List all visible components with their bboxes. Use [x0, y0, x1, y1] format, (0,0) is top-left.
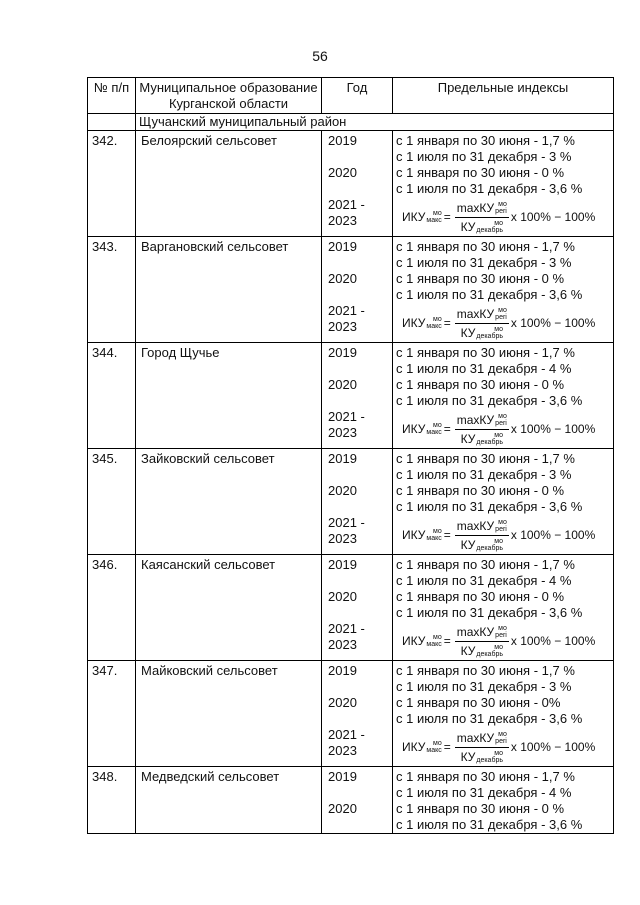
formula-num-main: maxКУ	[456, 624, 495, 639]
formula-lhs: ИКУ	[402, 210, 426, 224]
years-cell	[322, 449, 393, 555]
formula-lhs-sup: мо	[433, 316, 442, 323]
formula-num-sub: peri	[495, 526, 507, 534]
page-number: 56	[312, 48, 328, 64]
formula-fraction	[455, 412, 509, 447]
formula-lhs-sub: макс	[426, 429, 442, 436]
formula-den-main: КУ	[460, 325, 476, 340]
formula-den-main: КУ	[460, 749, 476, 764]
formula-lhs: ИКУ	[402, 316, 426, 330]
formula-lhs: ИКУ	[402, 740, 426, 754]
year-2020: 2020	[328, 271, 357, 286]
year-2021-2023: 2021 - 2023	[328, 727, 365, 758]
formula-den-sub: декабрь	[476, 333, 503, 341]
row-number: 342.	[88, 131, 136, 237]
district-name: Щучанский муниципальный район	[136, 114, 614, 131]
formula-lhs-sub: макс	[426, 323, 442, 330]
formula-num-sup: мо	[498, 413, 507, 421]
formula-den-sub: декабрь	[476, 439, 503, 447]
formula-den-sub: декабрь	[476, 651, 503, 659]
formula-tail: х 100% − 100%	[510, 634, 596, 648]
table-row	[88, 767, 614, 834]
header-municipality: Муниципальное образование Курганской области	[136, 78, 322, 114]
formula-den-sup: мо	[494, 432, 503, 440]
year-2019: 2019	[328, 557, 357, 572]
formula-num-sub: peri	[495, 632, 507, 640]
index-line: с 1 июля по 31 декабря - 4 %	[396, 361, 572, 376]
formula-eq: =	[443, 316, 451, 330]
formula-den-main: КУ	[460, 537, 476, 552]
formula-den-sub: декабрь	[476, 545, 503, 553]
row-number: 344.	[88, 343, 136, 449]
municipality-name: Город Щучье	[136, 343, 322, 449]
formula-num-sup: мо	[498, 731, 507, 739]
formula	[396, 198, 613, 236]
index-line: с 1 июля по 31 декабря - 3 %	[396, 255, 572, 270]
formula-den-sup: мо	[494, 644, 503, 652]
year-2019: 2019	[328, 663, 357, 678]
header-year: Год	[322, 78, 393, 114]
indices-cell	[393, 237, 614, 343]
indices-cell	[393, 767, 614, 834]
year-2020: 2020	[328, 589, 357, 604]
formula	[396, 516, 613, 554]
header-num: № п/п	[88, 78, 136, 114]
index-line: с 1 января по 30 июня - 1,7 %	[396, 663, 575, 678]
table-header-row	[88, 78, 614, 114]
formula-fraction	[455, 518, 509, 553]
formula-eq: =	[443, 528, 451, 542]
row-number: 348.	[88, 767, 136, 834]
index-line: с 1 января по 30 июня - 1,7 %	[396, 769, 575, 784]
indices-cell	[393, 555, 614, 661]
municipality-name: Варгановский сельсовет	[136, 237, 322, 343]
year-2019: 2019	[328, 239, 357, 254]
formula-den-main: КУ	[460, 431, 476, 446]
formula-lhs-sup: мо	[433, 528, 442, 535]
row-number: 345.	[88, 449, 136, 555]
indices-cell	[393, 131, 614, 237]
district-row	[88, 114, 614, 131]
year-2020: 2020	[328, 377, 357, 392]
year-2021-2023: 2021 - 2023	[328, 621, 365, 652]
index-line: с 1 января по 30 июня - 0 %	[396, 271, 565, 286]
table-row	[88, 237, 614, 343]
row-number: 346.	[88, 555, 136, 661]
formula-num-sub: peri	[495, 738, 507, 746]
formula-fraction	[455, 624, 509, 659]
formula-den-sup: мо	[494, 326, 503, 334]
index-line: с 1 июля по 31 декабря - 4 %	[396, 785, 572, 800]
formula-num-main: maxКУ	[456, 306, 495, 321]
index-line: с 1 июля по 31 декабря - 3,6 %	[396, 499, 583, 514]
formula-lhs: ИКУ	[402, 422, 426, 436]
municipality-name: Белоярский сельсовет	[136, 131, 322, 237]
formula-fraction	[455, 730, 509, 765]
formula-lhs-sub: макс	[426, 217, 442, 224]
year-2019: 2019	[328, 133, 357, 148]
formula	[396, 410, 613, 448]
formula-lhs-sup: мо	[433, 634, 442, 641]
year-2021-2023: 2021 - 2023	[328, 515, 365, 546]
district-blank-cell	[88, 114, 136, 131]
formula-num-main: maxКУ	[456, 412, 495, 427]
index-line: с 1 января по 30 июня - 0%	[396, 695, 561, 710]
formula-den-sub: декабрь	[476, 757, 503, 765]
table-row	[88, 343, 614, 449]
header-indices: Предельные индексы	[393, 78, 614, 114]
year-2019: 2019	[328, 345, 357, 360]
formula	[396, 728, 613, 766]
year-2021-2023: 2021 - 2023	[328, 303, 365, 334]
formula-den-sup: мо	[494, 538, 503, 546]
index-line: с 1 июля по 31 декабря - 3 %	[396, 467, 572, 482]
formula-den-sup: мо	[494, 220, 503, 228]
limit-indices-table	[87, 77, 614, 834]
formula-num-main: maxКУ	[456, 200, 495, 215]
index-line: с 1 июля по 31 декабря - 3,6 %	[396, 711, 583, 726]
year-2020: 2020	[328, 483, 357, 498]
municipality-name: Майковский сельсовет	[136, 661, 322, 767]
formula-num-sup: мо	[498, 519, 507, 527]
formula-tail: х 100% − 100%	[510, 528, 596, 542]
formula-den-main: КУ	[460, 643, 476, 658]
index-line: с 1 июля по 31 декабря - 3,6 %	[396, 817, 583, 832]
index-line: с 1 июля по 31 декабря - 3,6 %	[396, 181, 583, 196]
index-line: с 1 июля по 31 декабря - 4 %	[396, 573, 572, 588]
indices-cell	[393, 449, 614, 555]
table-row	[88, 661, 614, 767]
years-cell	[322, 237, 393, 343]
formula-eq: =	[443, 422, 451, 436]
index-line: с 1 января по 30 июня - 1,7 %	[396, 557, 575, 572]
formula-num-main: maxКУ	[456, 730, 495, 745]
formula-lhs: ИКУ	[402, 634, 426, 648]
index-line: с 1 января по 30 июня - 1,7 %	[396, 345, 575, 360]
row-number: 343.	[88, 237, 136, 343]
formula-tail: х 100% − 100%	[510, 740, 596, 754]
formula-lhs-sup: мо	[433, 740, 442, 747]
index-line: с 1 июля по 31 декабря - 3,6 %	[396, 393, 583, 408]
formula-num-sup: мо	[498, 201, 507, 209]
years-cell	[322, 661, 393, 767]
table-row	[88, 449, 614, 555]
index-line: с 1 июля по 31 декабря - 3 %	[396, 149, 572, 164]
formula-lhs-sub: макс	[426, 747, 442, 754]
formula-eq: =	[443, 634, 451, 648]
formula-lhs-sup: мо	[433, 422, 442, 429]
formula-num-sub: peri	[495, 420, 507, 428]
formula-den-sub: декабрь	[476, 227, 503, 235]
index-line: с 1 января по 30 июня - 1,7 %	[396, 239, 575, 254]
formula-num-sub: peri	[495, 208, 507, 216]
municipality-name: Зайковский сельсовет	[136, 449, 322, 555]
formula-den-main: КУ	[460, 219, 476, 234]
formula-eq: =	[443, 740, 451, 754]
index-line: с 1 января по 30 июня - 0 %	[396, 801, 565, 816]
years-cell	[322, 555, 393, 661]
index-line: с 1 июля по 31 декабря - 3,6 %	[396, 287, 583, 302]
index-line: с 1 января по 30 июня - 0 %	[396, 165, 565, 180]
municipality-name: Каясанский сельсовет	[136, 555, 322, 661]
year-2019: 2019	[328, 769, 357, 784]
year-2020: 2020	[328, 695, 357, 710]
years-cell	[322, 343, 393, 449]
formula-lhs-sub: макс	[426, 641, 442, 648]
index-line: с 1 января по 30 июня - 0 %	[396, 377, 565, 392]
year-2020: 2020	[328, 165, 357, 180]
years-cell	[322, 767, 393, 834]
years-cell	[322, 131, 393, 237]
formula-lhs-sup: мо	[433, 210, 442, 217]
year-2021-2023: 2021 - 2023	[328, 409, 365, 440]
table-row	[88, 555, 614, 661]
table-row	[88, 131, 614, 237]
year-2021-2023: 2021 - 2023	[328, 197, 365, 228]
formula	[396, 622, 613, 660]
formula-num-sup: мо	[498, 625, 507, 633]
formula-tail: х 100% − 100%	[510, 316, 596, 330]
index-line: с 1 января по 30 июня - 0 %	[396, 589, 565, 604]
year-2020: 2020	[328, 801, 357, 816]
formula-num-sub: peri	[495, 314, 507, 322]
municipality-name: Медведский сельсовет	[136, 767, 322, 834]
formula-fraction	[455, 200, 509, 235]
formula-tail: х 100% − 100%	[510, 422, 596, 436]
formula-den-sup: мо	[494, 750, 503, 758]
formula-lhs-sub: макс	[426, 535, 442, 542]
formula-lhs: ИКУ	[402, 528, 426, 542]
row-number: 347.	[88, 661, 136, 767]
formula-num-sup: мо	[498, 307, 507, 315]
index-line: с 1 января по 30 июня - 0 %	[396, 483, 565, 498]
formula-tail: х 100% − 100%	[510, 210, 596, 224]
indices-cell	[393, 661, 614, 767]
index-line: с 1 января по 30 июня - 1,7 %	[396, 133, 575, 148]
index-line: с 1 января по 30 июня - 1,7 %	[396, 451, 575, 466]
formula-eq: =	[443, 210, 451, 224]
index-line: с 1 июля по 31 декабря - 3,6 %	[396, 605, 583, 620]
year-2019: 2019	[328, 451, 357, 466]
formula-num-main: maxКУ	[456, 518, 495, 533]
formula	[396, 304, 613, 342]
formula-fraction	[455, 306, 509, 341]
indices-cell	[393, 343, 614, 449]
index-line: с 1 июля по 31 декабря - 3 %	[396, 679, 572, 694]
